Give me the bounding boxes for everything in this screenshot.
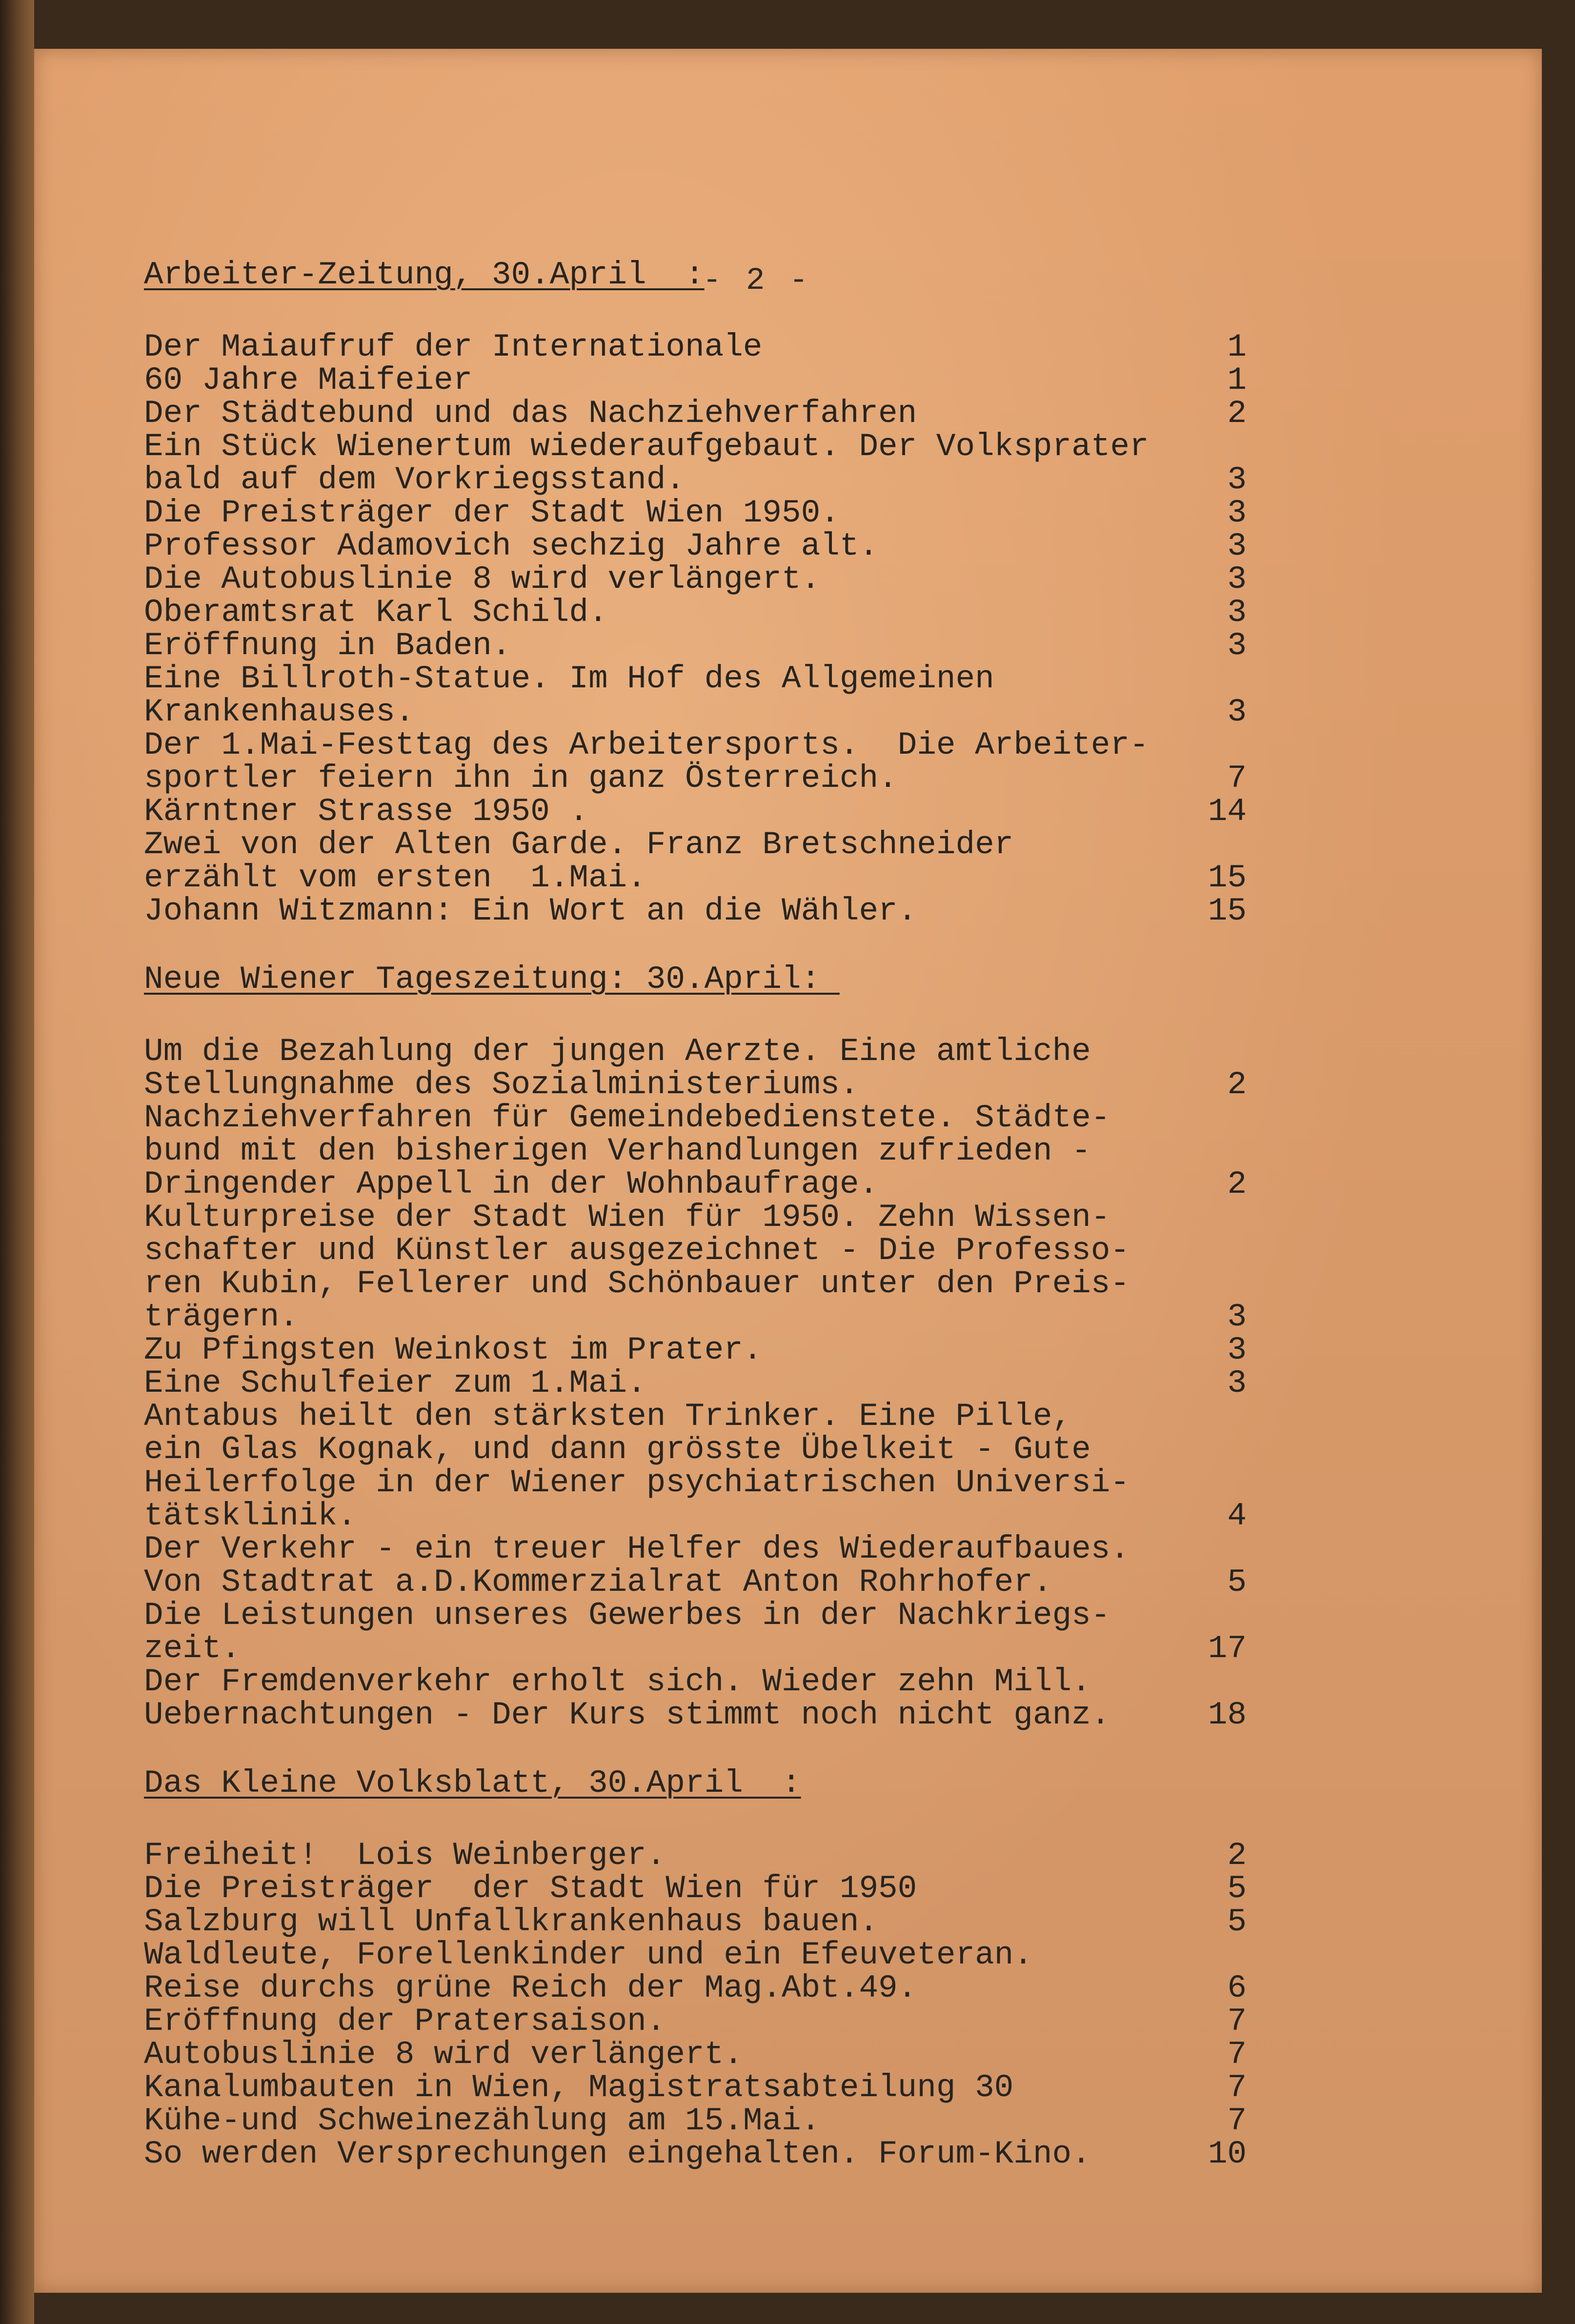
article-title — [144, 1599, 1110, 1665]
article-title-line: Um die Bezahlung der jungen Aerzte. Eine amtliche — [144, 1033, 1091, 1070]
article-entry — [144, 1665, 1247, 1732]
article-title-line: schafter und Künstler ausgezeichnet - Die Professo- — [144, 1232, 1130, 1269]
article-page-number: 3 — [1227, 694, 1247, 730]
article-entry — [144, 1839, 1247, 1872]
article-title-line: bald auf dem Vorkriegsstand. — [144, 461, 685, 498]
article-title — [144, 1334, 762, 1367]
article-title-line: Dringender Appell in der Wohnbaufrage. — [144, 1166, 879, 1202]
article-title — [144, 629, 511, 662]
article-title — [144, 596, 608, 629]
article-title-line: Die Autobuslinie 8 wird verlängert. — [144, 561, 821, 598]
article-title-line: Kulturpreise der Stadt Wien für 1950. Zehn Wissen- — [144, 1199, 1111, 1236]
article-page-number: 1 — [1227, 329, 1247, 365]
article-entry — [144, 397, 1247, 430]
article-page-number: 1 — [1227, 362, 1247, 399]
article-page-number: 15 — [1208, 860, 1247, 896]
article-title-line: Der Städtebund und das Nachziehverfahren — [144, 395, 917, 432]
article-entry — [144, 795, 1247, 828]
article-entry — [144, 1334, 1247, 1367]
article-title-line: ren Kubin, Fellerer und Schönbauer unter den Preis- — [144, 1265, 1130, 1302]
article-entry — [144, 1400, 1247, 1533]
article-title — [144, 1201, 1130, 1334]
article-title — [144, 1839, 666, 1872]
article-entry — [144, 828, 1247, 895]
section-heading: Das Kleine Volksblatt, 30.April : — [144, 1765, 801, 1802]
article-entry — [144, 662, 1247, 729]
article-entry — [144, 364, 1247, 397]
article-page-number: 3 — [1227, 1299, 1247, 1335]
article-page-number: 2 — [1227, 1166, 1247, 1202]
article-entry — [144, 1905, 1247, 1939]
article-title — [144, 364, 472, 397]
article-title-line: ein Glas Kognak, und dann grösste Übelkeit - Gute — [144, 1431, 1091, 1468]
article-title — [144, 563, 820, 596]
article-title-line: Eröffnung in Baden. — [144, 627, 511, 664]
article-page-number: 3 — [1227, 561, 1247, 598]
article-title-line: Ein Stück Wienertum wiederaufgebaut. Der Volksprater — [144, 428, 1149, 465]
article-title — [144, 1533, 1130, 1599]
newspaper-section — [144, 963, 1247, 1732]
article-entry — [144, 2104, 1247, 2138]
article-page-number: 18 — [1208, 1697, 1247, 1733]
article-title-line: Die Preisträger der Stadt Wien für 1950 — [144, 1870, 917, 1907]
article-title-line: Heilerfolge in der Wiener psychiatrischen Universi- — [144, 1464, 1130, 1501]
article-entry — [144, 1201, 1247, 1334]
article-title — [144, 1872, 917, 1905]
article-list — [144, 1839, 1247, 2171]
article-title-line: Eröffnung der Pratersaison. — [144, 2003, 666, 2040]
article-title-line: Stellungnahme des Sozialministeriums. — [144, 1066, 859, 1103]
article-title-line: Die Preisträger der Stadt Wien 1950. — [144, 495, 840, 531]
article-list — [144, 331, 1247, 928]
article-page-number: 3 — [1227, 594, 1247, 631]
article-entry — [144, 729, 1247, 795]
article-page-number: 3 — [1227, 461, 1247, 498]
article-title-line: Kühe-und Schweinezählung am 15.Mai. — [144, 2103, 821, 2139]
article-title — [144, 828, 1013, 895]
article-title — [144, 1905, 878, 1939]
article-entry — [144, 2138, 1247, 2171]
article-title — [144, 662, 994, 729]
article-entry — [144, 563, 1247, 596]
article-entry — [144, 497, 1247, 530]
article-entry — [144, 1939, 1247, 2005]
article-title-line: Krankenhauses. — [144, 694, 415, 730]
article-title-line: 60 Jahre Maifeier — [144, 362, 473, 399]
article-page-number: 7 — [1227, 2036, 1247, 2073]
article-title — [144, 1400, 1130, 1533]
article-title — [144, 2005, 666, 2038]
article-list — [144, 1035, 1247, 1732]
article-title-line: Der 1.Mai-Festtag des Arbeitersports. Die Arbeiter- — [144, 727, 1149, 763]
article-entry — [144, 331, 1247, 364]
article-title — [144, 729, 1149, 795]
article-title-line: Freiheit! Lois Weinberger. — [144, 1837, 666, 1874]
article-entry — [144, 1533, 1247, 1599]
article-title-line: Johann Witzmann: Ein Wort an die Wähler. — [144, 893, 917, 929]
article-title — [144, 1367, 646, 1400]
article-title-line: Oberamtsrat Karl Schild. — [144, 594, 608, 631]
article-title — [144, 331, 762, 364]
article-entry — [144, 2071, 1247, 2104]
article-title — [144, 2138, 1091, 2171]
article-title-line: Uebernachtungen - Der Kurs stimmt noch nicht ganz. — [144, 1697, 1111, 1733]
article-entry — [144, 2005, 1247, 2038]
article-title-line: Waldleute, Forellenkinder und ein Efeuveteran. — [144, 1937, 1033, 1973]
article-title-line: sportler feiern ihn in ganz Österreich. — [144, 760, 898, 797]
article-entry — [144, 1872, 1247, 1905]
article-entry — [144, 1367, 1247, 1400]
article-entry — [144, 530, 1247, 563]
article-title-line: tätsklinik. — [144, 1498, 357, 1534]
article-title-line: Kärntner Strasse 1950 . — [144, 793, 588, 830]
article-page-number: 3 — [1227, 495, 1247, 531]
article-page-number: 15 — [1208, 893, 1247, 929]
article-title-line: trägern. — [144, 1299, 299, 1335]
article-page-number: 5 — [1227, 1903, 1247, 1940]
article-title — [144, 530, 878, 563]
article-title — [144, 2071, 1013, 2104]
article-title-line: erzählt vom ersten 1.Mai. — [144, 860, 646, 896]
article-title — [144, 497, 840, 530]
book-binding-edge — [0, 0, 34, 2324]
article-title — [144, 1102, 1110, 1201]
article-title-line: Reise durchs grüne Reich der Mag.Abt.49. — [144, 1970, 917, 2006]
article-title-line: Der Fremdenverkehr erholt sich. Wieder zehn Mill. — [144, 1663, 1091, 1700]
article-title-line: So werden Versprechungen eingehalten. Forum-Kino. — [144, 2136, 1091, 2172]
article-page-number: 2 — [1227, 1837, 1247, 1874]
article-page-number: 3 — [1227, 627, 1247, 664]
article-title-line: Salzburg will Unfallkrankenhaus bauen. — [144, 1903, 879, 1940]
article-title — [144, 1035, 1091, 1102]
article-title — [144, 895, 917, 928]
article-entry — [144, 1035, 1247, 1102]
article-page-number: 6 — [1227, 1970, 1247, 2006]
article-title — [144, 795, 588, 828]
article-title-line: Die Leistungen unseres Gewerbes in der Nachkriegs- — [144, 1597, 1111, 1634]
article-page-number: 3 — [1227, 1332, 1247, 1368]
article-page-number: 7 — [1227, 2003, 1247, 2040]
newspaper-section — [144, 259, 1247, 928]
article-title — [144, 2038, 743, 2071]
article-title-line: Nachziehverfahren für Gemeindebedienstete. Städte- — [144, 1100, 1111, 1136]
article-title-line: Eine Schulfeier zum 1.Mai. — [144, 1365, 646, 1402]
article-page-number: 5 — [1227, 1870, 1247, 1907]
article-entry — [144, 1102, 1247, 1201]
article-page-number: 14 — [1208, 793, 1247, 830]
article-title-line: Von Stadtrat a.D.Kommerzialrat Anton Rohrhofer. — [144, 1564, 1052, 1601]
article-title — [144, 397, 917, 430]
newspaper-section — [144, 1767, 1247, 2171]
article-title-line: Zu Pfingsten Weinkost im Prater. — [144, 1332, 763, 1368]
article-title-line: Eine Billroth-Statue. Im Hof des Allgemeinen — [144, 661, 994, 697]
section-heading: Arbeiter-Zeitung, 30.April : — [144, 257, 705, 293]
article-title-line: Der Verkehr - ein treuer Helfer des Wiederaufbaues. — [144, 1531, 1130, 1567]
article-page-number: 5 — [1227, 1564, 1247, 1601]
article-page-number: 2 — [1227, 395, 1247, 432]
article-entry — [144, 596, 1247, 629]
article-entry — [144, 2038, 1247, 2071]
article-entry — [144, 895, 1247, 928]
article-page-number: 3 — [1227, 528, 1247, 564]
article-entry — [144, 629, 1247, 662]
article-entry — [144, 1599, 1247, 1665]
article-title — [144, 1665, 1110, 1732]
section-heading: Neue Wiener Tageszeitung: 30.April: — [144, 961, 840, 998]
article-page-number: 7 — [1227, 2103, 1247, 2139]
article-title-line: Kanalumbauten in Wien, Magistratsabteilung 30 — [144, 2069, 1014, 2106]
article-page-number: 4 — [1227, 1498, 1247, 1534]
article-title — [144, 1939, 1033, 2005]
article-title — [144, 430, 1149, 497]
article-page-number: 7 — [1227, 760, 1247, 797]
article-page-number: 10 — [1208, 2136, 1247, 2172]
article-title — [144, 2104, 820, 2138]
article-page-number: 7 — [1227, 2069, 1247, 2106]
article-title-line: Professor Adamovich sechzig Jahre alt. — [144, 528, 879, 564]
article-title-line: zeit. — [144, 1630, 241, 1667]
article-page-number: 17 — [1208, 1630, 1247, 1667]
article-title-line: Antabus heilt den stärksten Trinker. Eine Pille, — [144, 1398, 1072, 1435]
index-content — [144, 259, 1247, 2206]
article-title-line: Der Maiaufruf der Internationale — [144, 329, 763, 365]
page-number: - 2 - — [703, 263, 811, 299]
article-page-number: 2 — [1227, 1066, 1247, 1103]
article-title-line: Zwei von der Alten Garde. Franz Bretschneider — [144, 826, 1014, 863]
article-entry — [144, 430, 1247, 497]
article-title-line: bund mit den bisherigen Verhandlungen zufrieden - — [144, 1133, 1091, 1169]
article-title-line: Autobuslinie 8 wird verlängert. — [144, 2036, 743, 2073]
article-page-number: 3 — [1227, 1365, 1247, 1402]
